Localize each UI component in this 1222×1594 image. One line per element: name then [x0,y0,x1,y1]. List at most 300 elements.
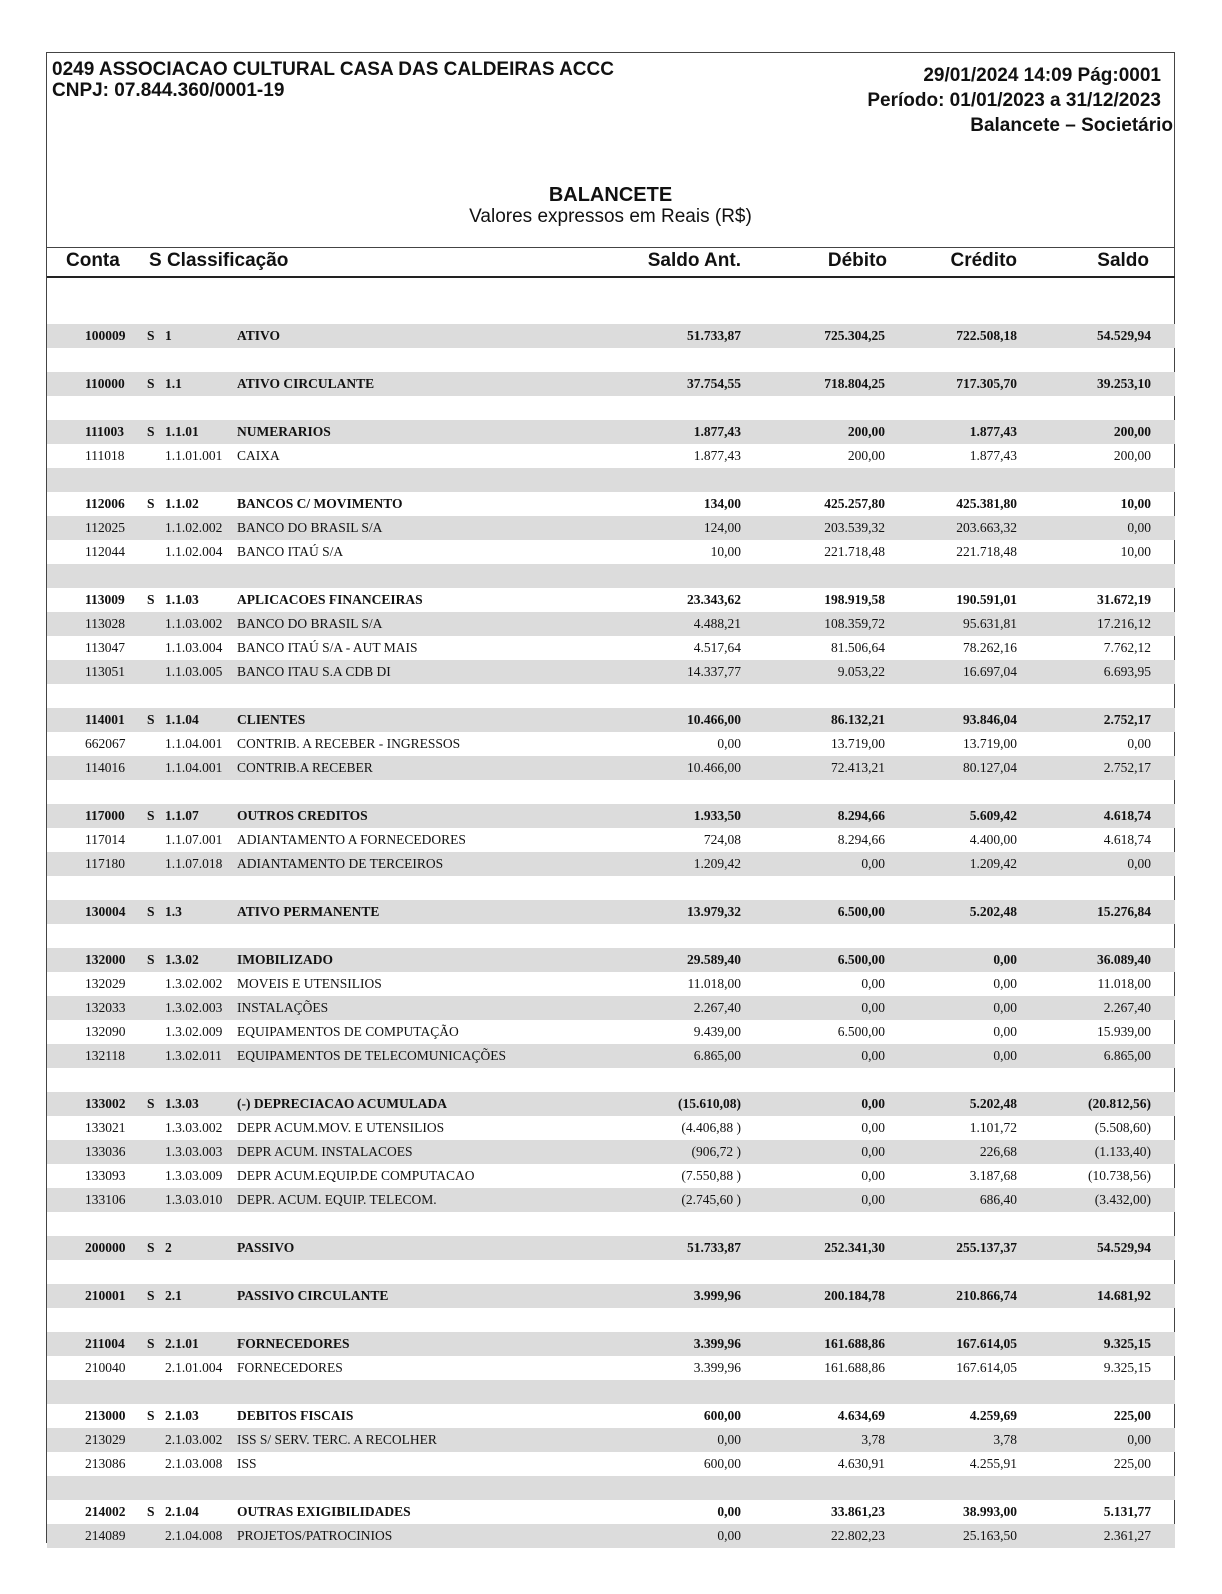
saldo-ant-cell: 4.517,64 [693,640,741,655]
credito-cell: 167.614,05 [956,1360,1017,1375]
debito-cell: 203.539,32 [824,520,885,535]
saldo-ant-cell: 600,00 [703,1408,741,1423]
group-row [47,372,1175,396]
table-row [47,516,1175,540]
table-row [47,1188,1175,1212]
classification-code-cell: 1.1.02.004 [165,544,223,559]
description-cell: CLIENTES [237,712,306,727]
description-cell: ISS [237,1456,257,1471]
classification-code-cell: 1.3.02 [165,952,199,967]
saldo-ant-cell: 13.979,32 [687,904,741,919]
classification-code-cell: 1.1 [165,376,182,391]
saldo-ant-cell: (7.550,88 ) [681,1168,741,1183]
credito-cell: 80.127,04 [963,760,1017,775]
description-cell: BANCO ITAU S.A CDB DI [237,664,391,679]
synthetic-flag-cell: S [147,1288,155,1303]
saldo-cell: 15.276,84 [1097,904,1151,919]
debito-cell: 0,00 [861,856,885,871]
saldo-cell: 0,00 [1127,856,1151,871]
saldo-cell: 5.131,77 [1103,1504,1151,1519]
classification-code-cell: 1.1.03.005 [165,664,223,679]
saldo-ant-cell: 1.877,43 [693,424,741,439]
saldo-ant-cell: 9.439,00 [693,1024,741,1039]
table-row [47,636,1175,660]
cnpj: CNPJ: 07.844.360/0001-19 [52,80,285,101]
conta-cell: 213000 [85,1408,126,1423]
group-row [47,1092,1175,1116]
credito-cell: 4.259,69 [969,1408,1017,1423]
credito-cell: 1.101,72 [969,1120,1017,1135]
spacer-row [47,1308,1175,1332]
saldo-cell: (10.738,56) [1088,1168,1151,1183]
saldo-cell: 15.939,00 [1097,1024,1151,1039]
spacer-row [47,780,1175,804]
credito-cell: 0,00 [993,976,1017,991]
description-cell: DEPR ACUM.MOV. E UTENSILIOS [237,1120,445,1135]
table-row [47,996,1175,1020]
report-type: Balancete – Societário [970,115,1173,136]
description-cell: BANCO DO BRASIL S/A [237,520,383,535]
conta-cell: 117000 [85,808,125,823]
debito-cell: 0,00 [861,1144,885,1159]
conta-cell: 111018 [85,448,125,463]
report-title: BALANCETE [548,184,673,206]
synthetic-flag-cell: S [147,496,155,511]
description-cell: PASSIVO [237,1240,295,1255]
description-cell: DEPR. ACUM. EQUIP. TELECOM. [237,1192,437,1207]
credito-cell: 38.993,00 [963,1504,1017,1519]
group-row [47,708,1175,732]
synthetic-flag-cell: S [147,328,155,343]
saldo-cell: 31.672,19 [1097,592,1151,607]
saldo-ant-cell: 23.343,62 [687,592,741,607]
description-cell: CONTRIB.A RECEBER [237,760,373,775]
description-cell: ATIVO CIRCULANTE [237,376,375,391]
credito-cell: 190.591,01 [956,592,1017,607]
spacer-row [47,876,1175,900]
description-cell: NUMERARIOS [237,424,331,439]
conta-cell: 132118 [85,1048,125,1063]
conta-cell: 214089 [85,1528,126,1543]
conta-cell: 110000 [85,376,125,391]
saldo-ant-cell: 724,08 [703,832,741,847]
credito-cell: 1.877,43 [969,424,1017,439]
company-name: 0249 ASSOCIACAO CULTURAL CASA DAS CALDEIRAS ACCC [52,59,614,80]
group-row [47,1500,1175,1524]
description-cell: IMOBILIZADO [237,952,334,967]
classification-code-cell: 1.3.02.002 [165,976,223,991]
classification-code-cell: 1.1.03.004 [165,640,223,655]
synthetic-flag-cell: S [147,1504,155,1519]
description-cell: PROJETOS/PATROCINIOS [237,1528,393,1543]
report-header-right [867,63,1173,138]
conta-cell: 132029 [85,976,126,991]
credito-cell: 25.163,50 [963,1528,1017,1543]
table-row [47,1140,1175,1164]
debito-cell: 198.919,58 [824,592,885,607]
saldo-ant-cell: 0,00 [717,1504,741,1519]
saldo-ant-cell: 1.209,42 [693,856,741,871]
debito-cell: 0,00 [861,1192,885,1207]
description-cell: BANCOS C/ MOVIMENTO [237,496,403,511]
conta-cell: 114001 [85,712,125,727]
saldo-ant-cell: (15.610,08) [678,1096,741,1111]
classification-code-cell: 1.3.03 [165,1096,199,1111]
saldo-cell: 2.361,27 [1103,1528,1151,1543]
saldo-ant-cell: 10.466,00 [687,712,741,727]
table-row [47,1020,1175,1044]
description-cell: ADIANTAMENTO A FORNECEDORES [237,832,466,847]
group-row [47,1332,1175,1356]
credito-cell: 686,40 [979,1192,1017,1207]
credito-cell: 226,68 [979,1144,1017,1159]
saldo-cell: 0,00 [1127,736,1151,751]
description-cell: (-) DEPRECIACAO ACUMULADA [237,1096,447,1111]
debito-cell: 13.719,00 [831,736,885,751]
saldo-ant-cell: 134,00 [703,496,741,511]
conta-cell: 210040 [85,1360,126,1375]
saldo-cell: 200,00 [1113,424,1151,439]
classification-code-cell: 1.3.03.010 [165,1192,223,1207]
saldo-cell: 2.752,17 [1103,712,1151,727]
debito-cell: 9.053,22 [837,664,885,679]
description-cell: CAIXA [237,448,280,463]
classification-code-cell: 1.1.01.001 [165,448,223,463]
table-row [47,660,1175,684]
credito-cell: 167.614,05 [956,1336,1017,1351]
conta-cell: 662067 [85,736,126,751]
classification-code-cell: 2 [165,1240,172,1255]
conta-cell: 112044 [85,544,125,559]
conta-cell: 214002 [85,1504,126,1519]
conta-cell: 114016 [85,760,125,775]
classification-code-cell: 2.1.03.002 [165,1432,223,1447]
description-cell: APLICACOES FINANCEIRAS [237,592,423,607]
saldo-ant-cell: 1.933,50 [693,808,741,823]
classification-code-cell: 1.1.04 [165,712,199,727]
conta-cell: 117180 [85,856,125,871]
column-header-saldo-ant: Saldo Ant. [647,250,741,271]
spacer-row [47,1212,1175,1236]
credito-cell: 78.262,16 [963,640,1017,655]
description-cell: ATIVO [237,328,280,343]
debito-cell: 6.500,00 [837,952,885,967]
saldo-ant-cell: 51.733,87 [687,328,741,343]
credito-cell: 0,00 [993,1024,1017,1039]
debito-cell: 6.500,00 [837,904,885,919]
saldo-cell: 10,00 [1120,544,1151,559]
description-cell: EQUIPAMENTOS DE COMPUTAÇÃO [237,1024,459,1039]
description-cell: DEPR ACUM. INSTALACOES [237,1144,413,1159]
conta-cell: 133036 [85,1144,126,1159]
conta-cell: 113028 [85,616,125,631]
table-row [47,612,1175,636]
saldo-cell: 2.752,17 [1103,760,1151,775]
saldo-cell: 36.089,40 [1097,952,1151,967]
saldo-cell: 4.618,74 [1103,832,1151,847]
conta-cell: 133002 [85,1096,126,1111]
synthetic-flag-cell: S [147,1408,155,1423]
credito-cell: 0,00 [993,1048,1017,1063]
credito-cell: 3,78 [993,1432,1017,1447]
credito-cell: 210.866,74 [956,1288,1017,1303]
debito-cell: 725.304,25 [824,328,885,343]
synthetic-flag-cell: S [147,592,155,607]
saldo-ant-cell: 10,00 [710,544,741,559]
saldo-cell: (5.508,60) [1094,1120,1151,1135]
report-header-left [52,59,614,101]
saldo-ant-cell: 600,00 [703,1456,741,1471]
debito-cell: 718.804,25 [824,376,885,391]
spacer-row [47,1260,1175,1284]
debito-cell: 86.132,21 [831,712,885,727]
credito-cell: 425.381,80 [956,496,1017,511]
debito-cell: 4.634,69 [837,1408,885,1423]
conta-cell: 112025 [85,520,125,535]
column-header-underline [47,276,1175,278]
debito-cell: 33.861,23 [831,1504,885,1519]
classification-code-cell: 2.1.01 [165,1336,199,1351]
saldo-ant-cell: 6.865,00 [693,1048,741,1063]
column-header-credito: Crédito [950,250,1017,271]
saldo-ant-cell: 3.999,96 [693,1288,741,1303]
debito-cell: 22.802,23 [831,1528,885,1543]
credito-cell: 717.305,70 [956,376,1017,391]
header-divider [47,247,1175,248]
saldo-ant-cell: 11.018,00 [687,976,741,991]
spacer-row [47,1476,1175,1500]
classification-code-cell: 1.3.03.002 [165,1120,223,1135]
conta-cell: 113009 [85,592,125,607]
column-header-debito: Débito [827,250,887,271]
classification-code-cell: 1.1.04.001 [165,760,223,775]
classification-code-cell: 2.1.04 [165,1504,199,1519]
spacer-row [47,300,1175,324]
credito-cell: 203.663,32 [956,520,1017,535]
conta-cell: 133106 [85,1192,126,1207]
debito-cell: 0,00 [861,1168,885,1183]
conta-cell: 200000 [85,1240,126,1255]
saldo-cell: 9.325,15 [1103,1360,1151,1375]
saldo-ant-cell: 2.267,40 [693,1000,741,1015]
description-cell: EQUIPAMENTOS DE TELECOMUNICAÇÕES [237,1048,507,1063]
balance-table [47,300,1175,1548]
table-row [47,732,1175,756]
table-row [47,1116,1175,1140]
conta-cell: 111003 [85,424,125,439]
saldo-ant-cell: (4.406,88 ) [681,1120,741,1135]
classification-code-cell: 1.1.02 [165,496,199,511]
credito-cell: 221.718,48 [956,544,1017,559]
group-row [47,588,1175,612]
debito-cell: 6.500,00 [837,1024,885,1039]
column-header-classificacao: S Classificação [149,250,289,271]
saldo-cell: 6.693,95 [1103,664,1151,679]
spacer-row [47,564,1175,588]
debito-cell: 8.294,66 [837,808,885,823]
table-row [47,540,1175,564]
saldo-ant-cell: 37.754,55 [687,376,741,391]
conta-cell: 210001 [85,1288,126,1303]
saldo-cell: (20.812,56) [1088,1096,1151,1111]
column-header-saldo: Saldo [1097,250,1149,271]
description-cell: OUTRAS EXIGIBILIDADES [237,1504,411,1519]
classification-code-cell: 2.1 [165,1288,182,1303]
group-row [47,1404,1175,1428]
credito-cell: 16.697,04 [963,664,1017,679]
table-row [47,828,1175,852]
debito-cell: 8.294,66 [837,832,885,847]
description-cell: FORNECEDORES [237,1360,343,1375]
spacer-row [47,468,1175,492]
saldo-cell: 9.325,15 [1103,1336,1151,1351]
debito-cell: 161.688,86 [824,1360,885,1375]
saldo-ant-cell: (2.745,60 ) [681,1192,741,1207]
debito-cell: 161.688,86 [824,1336,885,1351]
group-row [47,804,1175,828]
debito-cell: 200.184,78 [824,1288,885,1303]
saldo-cell: 0,00 [1127,520,1151,535]
saldo-cell: 7.762,12 [1103,640,1151,655]
conta-cell: 113051 [85,664,125,679]
synthetic-flag-cell: S [147,1336,155,1351]
classification-code-cell: 1.1.07.018 [165,856,223,871]
classification-code-cell: 1.3.02.011 [165,1048,222,1063]
saldo-ant-cell: 0,00 [717,1528,741,1543]
classification-code-cell: 2.1.04.008 [165,1528,223,1543]
classification-code-cell: 2.1.03.008 [165,1456,223,1471]
credito-cell: 1.209,42 [969,856,1017,871]
debito-cell: 108.359,72 [824,616,885,631]
saldo-cell: 54.529,94 [1097,328,1151,343]
saldo-ant-cell: (906,72 ) [691,1144,741,1159]
credito-cell: 0,00 [993,1000,1017,1015]
debito-cell: 3,78 [861,1432,885,1447]
credito-cell: 722.508,18 [956,328,1017,343]
saldo-cell: 200,00 [1113,448,1151,463]
credito-cell: 4.255,91 [969,1456,1017,1471]
saldo-cell: (3.432,00) [1094,1192,1151,1207]
classification-code-cell: 1.1.04.001 [165,736,223,751]
spacer-row [47,348,1175,372]
table-row [47,1524,1175,1548]
saldo-ant-cell: 14.337,77 [687,664,741,679]
group-row [47,420,1175,444]
description-cell: CONTRIB. A RECEBER - INGRESSOS [237,736,461,751]
synthetic-flag-cell: S [147,904,155,919]
saldo-cell: 2.267,40 [1103,1000,1151,1015]
conta-cell: 132090 [85,1024,126,1039]
credito-cell: 5.609,42 [969,808,1017,823]
spacer-row [47,1380,1175,1404]
spacer-row [47,396,1175,420]
credito-cell: 4.400,00 [969,832,1017,847]
conta-cell: 117014 [85,832,125,847]
report-subtitle: Valores expressos em Reais (R$) [469,206,752,227]
table-row [47,852,1175,876]
saldo-ant-cell: 0,00 [717,1432,741,1447]
table-row [47,972,1175,996]
credito-cell: 93.846,04 [963,712,1017,727]
conta-cell: 132033 [85,1000,126,1015]
description-cell: ADIANTAMENTO DE TERCEIROS [237,856,444,871]
synthetic-flag-cell: S [147,424,155,439]
description-cell: ATIVO PERMANENTE [237,904,380,919]
report-period: Período: 01/01/2023 a 31/12/2023 [867,90,1161,111]
table-row [47,1164,1175,1188]
group-row [47,324,1175,348]
synthetic-flag-cell: S [147,1096,155,1111]
saldo-ant-cell: 3.399,96 [693,1360,741,1375]
classification-code-cell: 1.3.03.009 [165,1168,223,1183]
table-row [47,1452,1175,1476]
conta-cell: 132000 [85,952,126,967]
credito-cell: 0,00 [993,952,1017,967]
credito-cell: 13.719,00 [963,736,1017,751]
credito-cell: 3.187,68 [969,1168,1017,1183]
table-row [47,1428,1175,1452]
conta-cell: 130004 [85,904,126,919]
debito-cell: 72.413,21 [831,760,885,775]
classification-code-cell: 1.3.02.003 [165,1000,223,1015]
saldo-cell: 0,00 [1127,1432,1151,1447]
classification-code-cell: 1 [165,328,172,343]
debito-cell: 0,00 [861,1000,885,1015]
spacer-row [47,684,1175,708]
saldo-cell: 11.018,00 [1097,976,1151,991]
classification-code-cell: 1.1.07 [165,808,199,823]
credito-cell: 5.202,48 [969,904,1017,919]
group-row [47,1236,1175,1260]
saldo-cell: 10,00 [1120,496,1151,511]
description-cell: FORNECEDORES [237,1336,350,1351]
saldo-ant-cell: 124,00 [703,520,741,535]
conta-cell: 213029 [85,1432,126,1447]
column-header-conta: Conta [66,250,120,271]
saldo-cell: 225,00 [1113,1408,1151,1423]
synthetic-flag-cell: S [147,952,155,967]
credito-cell: 5.202,48 [969,1096,1017,1111]
saldo-ant-cell: 0,00 [717,736,741,751]
credito-cell: 255.137,37 [956,1240,1017,1255]
group-row [47,492,1175,516]
synthetic-flag-cell: S [147,808,155,823]
description-cell: MOVEIS E UTENSILIOS [237,976,382,991]
debito-cell: 0,00 [861,1096,885,1111]
saldo-cell: 17.216,12 [1097,616,1151,631]
saldo-ant-cell: 10.466,00 [687,760,741,775]
saldo-cell: 39.253,10 [1097,376,1151,391]
debito-cell: 81.506,64 [831,640,885,655]
debito-cell: 252.341,30 [824,1240,885,1255]
spacer-row [47,1068,1175,1092]
saldo-ant-cell: 51.733,87 [687,1240,741,1255]
debito-cell: 425.257,80 [824,496,885,511]
saldo-ant-cell: 29.589,40 [687,952,741,967]
title-block [46,184,1175,228]
description-cell: BANCO DO BRASIL S/A [237,616,383,631]
classification-code-cell: 2.1.01.004 [165,1360,223,1375]
debito-cell: 0,00 [861,976,885,991]
saldo-cell: 4.618,74 [1103,808,1151,823]
classification-code-cell: 1.1.03.002 [165,616,223,631]
classification-code-cell: 2.1.03 [165,1408,199,1423]
saldo-cell: 54.529,94 [1097,1240,1151,1255]
saldo-cell: 225,00 [1113,1456,1151,1471]
conta-cell: 133021 [85,1120,126,1135]
debito-cell: 221.718,48 [824,544,885,559]
credito-cell: 1.877,43 [969,448,1017,463]
